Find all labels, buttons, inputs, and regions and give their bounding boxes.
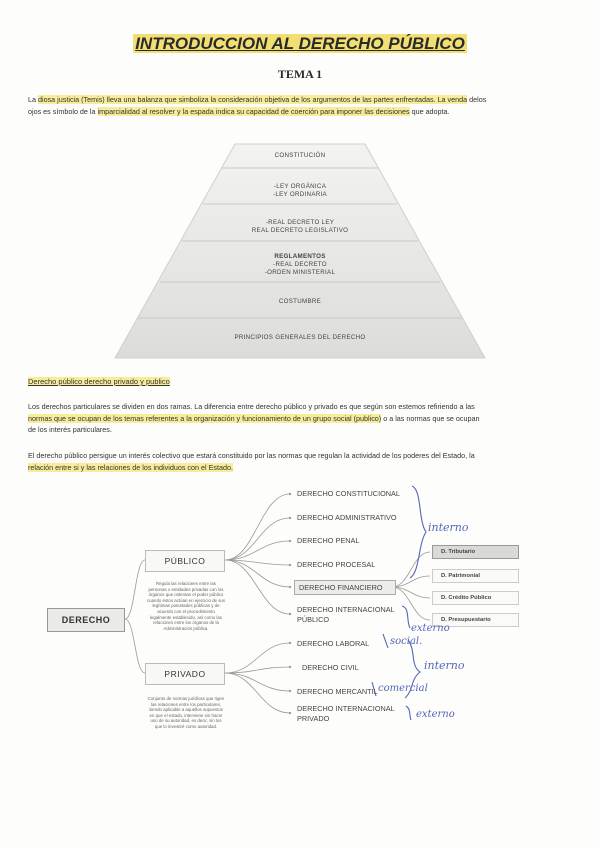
note-interno-publico: interno: [428, 521, 469, 534]
p1-line-1: Los derechos particulares se dividen en dos ramas. La diferencia entre derecho público y privado es que según son estemos refiriendo a las: [28, 402, 475, 411]
intro-line-2: ojos es símbolo de la imparcialidad al resolver y la espada indica su capacidad de coerción para imponer las decisiones que adopta.: [28, 106, 450, 116]
branch-internacional-publico: DERECHO INTERNACIONAL PÚBLICO: [297, 605, 395, 624]
document-title: INTRODUCCION AL DERECHO PÚBLICO: [135, 34, 465, 53]
publico-description: Regula las relaciones entre las personas o entidades privadas con los órganos que ostentan el poder público cuando éstos actúan en ejercicio de sus legítimas potestades públicas y de acuerdo con el procedimiento legalmente establecido, así como las relaciones entre los órganos de la Administración pública.: [146, 581, 226, 631]
note-externo-privado: externo: [416, 709, 455, 720]
branch-penal: DERECHO PENAL: [297, 536, 360, 545]
node-derecho: DERECHO: [47, 608, 125, 632]
branch-administrativo: DERECHO ADMINISTRATIVO: [297, 513, 397, 522]
note-social: social.: [390, 636, 423, 647]
branch-internacional-privado: DERECHO INTERNACIONAL PRIVADO: [297, 704, 395, 723]
pyramid-level-2: -LEY ORGÁNICA -LEY ORDINARIA: [273, 183, 327, 198]
section-heading: Derecho público derecho privado y publico: [28, 377, 170, 386]
tema-heading: TEMA 1: [277, 67, 323, 81]
intro-paragraph: [28, 94, 568, 117]
intro-line-1: La diosa justicia (Temis) lleva una balanza que simboliza la consideración objetiva de los argumentos de las partes enfrentadas. La venda delos: [28, 95, 487, 104]
pyramid-level-1: CONSTITUCIÓN: [274, 152, 326, 159]
pyramid-level-6: PRINCIPIOS GENERALES DEL DERECHO: [234, 334, 366, 341]
branch-procesal: DERECHO PROCESAL: [297, 560, 376, 569]
privado-description: Conjunto de normas jurídicas que rigen las relaciones entre los particulares, siendo aplicable a aquellos supuestos en que el estado, interviene sin hacer uso de su autoridad, es decir, sin los que lo investiré como autoridad.: [147, 696, 225, 729]
hierarchy-pyramid: [80, 138, 520, 360]
section-paragraph-2: [28, 450, 568, 473]
sub-tributario: D. Tributario: [432, 545, 519, 559]
note-comercial: comercial: [378, 683, 428, 694]
branch-civil: DERECHO CIVIL: [302, 663, 359, 672]
sub-credito-publico: D. Crédito Público: [432, 591, 519, 605]
note-externo-publico: externo: [411, 623, 450, 634]
p1-line-3: de los interés particulares.: [28, 425, 112, 434]
pyramid-level-4: REGLAMENTOS -REAL DECRETO -ORDEN MINISTERIAL: [264, 253, 336, 276]
brace-interno-publico: [410, 486, 426, 578]
pyramid-level-5: COSTUMBRE: [278, 298, 322, 305]
p2-line-1: El derecho público persigue un interés colectivo que estará constituido por las normas que regulan la actividad de los poderes del Estado, la: [28, 451, 475, 460]
branch-financiero: DERECHO FINANCIERO: [294, 580, 396, 595]
pyramid-level-3: -REAL DECRETO LEY REAL DECRETO LEGISLATIVO: [251, 219, 349, 234]
sub-presupuestario: D. Presupuestario: [432, 613, 519, 627]
brace-externo-publico: [402, 606, 410, 628]
branch-constitucional: DERECHO CONSTITUCIONAL: [297, 489, 400, 498]
branch-laboral: DERECHO LABORAL: [297, 639, 370, 648]
note-interno-privado: interno: [424, 659, 465, 672]
p2-line-2: relación entre si y las relaciones de los individuos con el Estado.: [28, 462, 233, 472]
pyramid-shape: [115, 144, 485, 358]
branch-mercantil: DERECHO MERCANTIL: [297, 687, 378, 696]
sub-patrimonial: D. Patrimonial: [432, 569, 519, 583]
brace-externo-privado: [406, 706, 412, 720]
p1-line-2: normas que se ocupan de los temas referentes a la organización y funcionamiento de un grupo social (publico) o a las normas que se ocupan: [28, 413, 480, 423]
section-paragraph-1: [28, 401, 568, 436]
node-publico: PÚBLICO: [145, 550, 225, 572]
node-privado: PRIVADO: [145, 663, 225, 685]
